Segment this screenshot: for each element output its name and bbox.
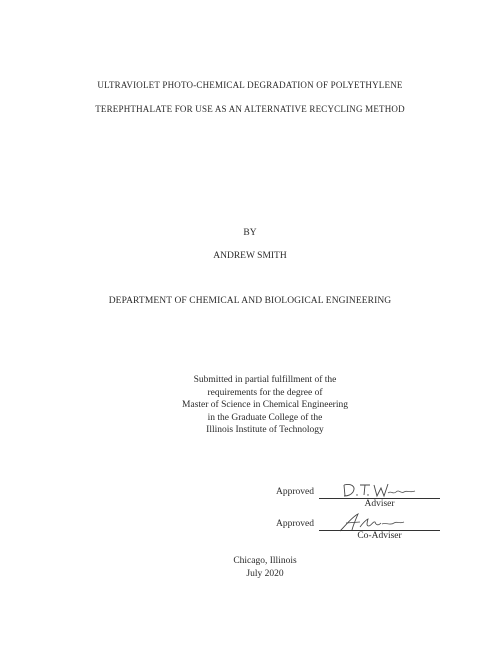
department-name: DEPARTMENT OF CHEMICAL AND BIOLOGICAL ENGINEERING — [108, 296, 392, 306]
adviser-approval — [276, 479, 456, 509]
submission-line-3: Master of Science in Chemical Engineering — [182, 400, 348, 410]
submission-line-5: Illinois Institute of Technology — [206, 425, 324, 435]
by-label: BY — [243, 228, 257, 238]
place-and-date — [0, 555, 500, 580]
co-adviser-role-label: Co-Adviser — [357, 531, 402, 541]
submission-line-1: Submitted in partial fulfillment of the — [193, 375, 337, 385]
submission-line-4: in the Graduate College of the — [207, 412, 323, 423]
author-name: ANDREW SMITH — [213, 251, 287, 261]
location-text: Chicago, Illinois — [233, 556, 297, 566]
adviser-role-label: Adviser — [364, 499, 395, 509]
date-text: July 2020 — [246, 568, 284, 579]
submission-statement — [0, 374, 500, 437]
submission-line-2: requirements for the degree of — [207, 387, 323, 398]
co-adviser-approval — [276, 511, 456, 541]
thesis-title-line-2: TEREPHTHALATE FOR USE AS AN ALTERNATIVE RECYCLING METHOD — [95, 104, 405, 114]
thesis-title-line-1: ULTRAVIOLET PHOTO-CHEMICAL DEGRADATION OF POLYETHYLENE — [97, 80, 403, 90]
approved-label: Approved — [276, 519, 314, 529]
approved-label: Approved — [276, 487, 314, 497]
